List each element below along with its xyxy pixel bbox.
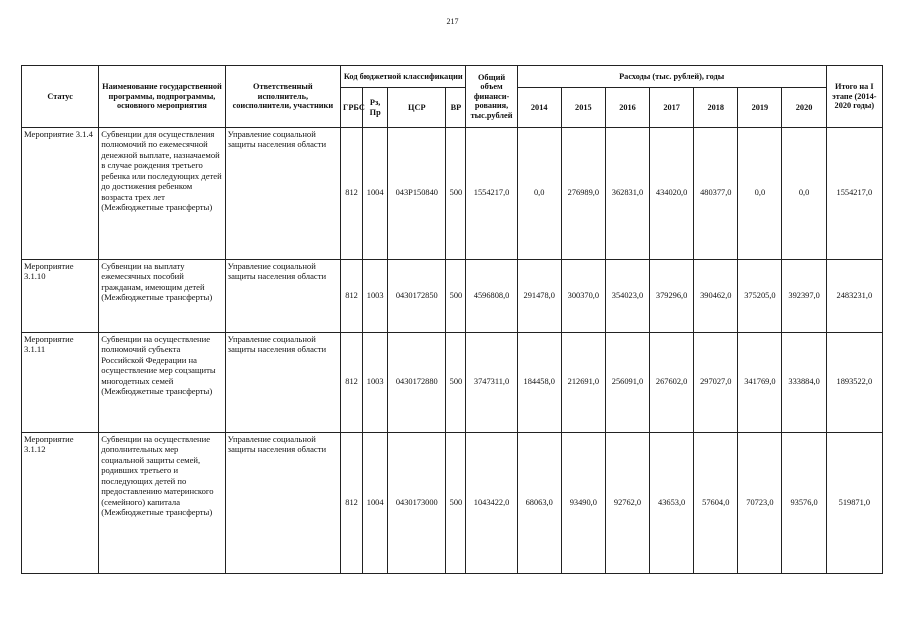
header-year: 2018 <box>694 88 738 128</box>
stage-total-cell: 1554217,0 <box>826 128 882 260</box>
header-name: Наименование государственной программы, подпрограммы, основного мероприятия <box>99 66 225 128</box>
executor-cell: Управление социальной защиты населения области <box>225 128 340 260</box>
rzpr-cell: 1004 <box>363 433 388 574</box>
year-cell: 57604,0 <box>694 433 738 574</box>
header-executor: Ответственный исполнитель, соисполнители, участники <box>225 66 340 128</box>
year-cell: 362831,0 <box>605 128 649 260</box>
total-cell: 1554217,0 <box>466 128 517 260</box>
csr-cell: 0430172850 <box>388 260 446 333</box>
table-row <box>22 260 883 333</box>
rzpr-cell: 1003 <box>363 260 388 333</box>
header-total-volume: Общий объем финанси-рования, тыс.рублей <box>466 66 517 128</box>
name-cell: Субвенции на выплату ежемесячных пособий гражданам, имеющим детей (Межбюджетные трансферты) <box>99 260 225 333</box>
status-cell: Мероприятие 3.1.12 <box>22 433 99 574</box>
header-year: 2016 <box>605 88 649 128</box>
total-cell: 3747311,0 <box>466 333 517 433</box>
year-cell: 379296,0 <box>650 260 694 333</box>
vr-cell: 500 <box>446 433 466 574</box>
vr-cell: 500 <box>446 260 466 333</box>
year-cell: 0,0 <box>782 128 826 260</box>
year-cell: 480377,0 <box>694 128 738 260</box>
status-cell: Мероприятие 3.1.10 <box>22 260 99 333</box>
year-cell: 0,0 <box>738 128 782 260</box>
rzpr-cell: 1003 <box>363 333 388 433</box>
year-cell: 93576,0 <box>782 433 826 574</box>
name-cell: Субвенции на осуществление дополнительных мер социальной защиты семей, родивших третьего и последующих детей по предоставлению материнского (семейного) капитала (Межбюджетные трансферты) <box>99 433 225 574</box>
header-status: Статус <box>22 66 99 128</box>
year-cell: 392397,0 <box>782 260 826 333</box>
executor-cell: Управление социальной защиты населения области <box>225 333 340 433</box>
csr-cell: 0430173000 <box>388 433 446 574</box>
vr-cell: 500 <box>446 333 466 433</box>
header-year: 2014 <box>517 88 561 128</box>
rzpr-cell: 1004 <box>363 128 388 260</box>
grbs-cell: 812 <box>341 260 363 333</box>
page-number: 217 <box>446 17 459 26</box>
year-cell: 0,0 <box>517 128 561 260</box>
year-cell: 291478,0 <box>517 260 561 333</box>
year-cell: 341769,0 <box>738 333 782 433</box>
year-cell: 333884,0 <box>782 333 826 433</box>
header-csr: ЦСР <box>388 88 446 128</box>
year-cell: 70723,0 <box>738 433 782 574</box>
status-cell: Мероприятие 3.1.4 <box>22 128 99 260</box>
year-cell: 390462,0 <box>694 260 738 333</box>
year-cell: 256091,0 <box>605 333 649 433</box>
table-row <box>22 433 883 574</box>
header-year: 2015 <box>561 88 605 128</box>
total-cell: 4596808,0 <box>466 260 517 333</box>
stage-total-cell: 1893522,0 <box>826 333 882 433</box>
header-vr: ВР <box>446 88 466 128</box>
total-cell: 1043422,0 <box>466 433 517 574</box>
year-cell: 184458,0 <box>517 333 561 433</box>
year-cell: 297027,0 <box>694 333 738 433</box>
year-cell: 68063,0 <box>517 433 561 574</box>
year-cell: 434020,0 <box>650 128 694 260</box>
name-cell: Субвенции для осуществления полномочий по ежемесячной денежной выплате, назначаемой в случае рождения третьего ребенка или последующих детей до достижения ребенком возраста трех лет (Межбюджетные трансферты) <box>99 128 225 260</box>
grbs-cell: 812 <box>341 333 363 433</box>
year-cell: 92762,0 <box>605 433 649 574</box>
grbs-cell: 812 <box>341 433 363 574</box>
budget-table <box>21 65 883 574</box>
header-year: 2020 <box>782 88 826 128</box>
header-grbs: ГРБС <box>341 88 363 128</box>
table-row <box>22 333 883 433</box>
executor-cell: Управление социальной защиты населения области <box>225 433 340 574</box>
year-cell: 354023,0 <box>605 260 649 333</box>
header-stage-total: Итого на I этапе (2014-2020 годы) <box>826 66 882 128</box>
header-expenses: Расходы (тыс. рублей), годы <box>517 66 826 88</box>
year-cell: 93490,0 <box>561 433 605 574</box>
year-cell: 276989,0 <box>561 128 605 260</box>
name-cell: Субвенции на осуществление полномочий субъекта Российской Федерации на осуществление мер соцзащиты многодетных семей (Межбюджетные трансферты) <box>99 333 225 433</box>
executor-cell: Управление социальной защиты населения области <box>225 260 340 333</box>
year-cell: 212691,0 <box>561 333 605 433</box>
year-cell: 43653,0 <box>650 433 694 574</box>
year-cell: 267602,0 <box>650 333 694 433</box>
year-cell: 300370,0 <box>561 260 605 333</box>
stage-total-cell: 519871,0 <box>826 433 882 574</box>
status-cell: Мероприятие 3.1.11 <box>22 333 99 433</box>
header-rzpr: Рз, Пр <box>363 88 388 128</box>
stage-total-cell: 2483231,0 <box>826 260 882 333</box>
table-row <box>22 128 883 260</box>
year-cell: 375205,0 <box>738 260 782 333</box>
header-budget-code: Код бюджетной классификации <box>341 66 466 88</box>
csr-cell: 043P150840 <box>388 128 446 260</box>
grbs-cell: 812 <box>341 128 363 260</box>
csr-cell: 0430172880 <box>388 333 446 433</box>
header-year: 2017 <box>650 88 694 128</box>
header-year: 2019 <box>738 88 782 128</box>
vr-cell: 500 <box>446 128 466 260</box>
